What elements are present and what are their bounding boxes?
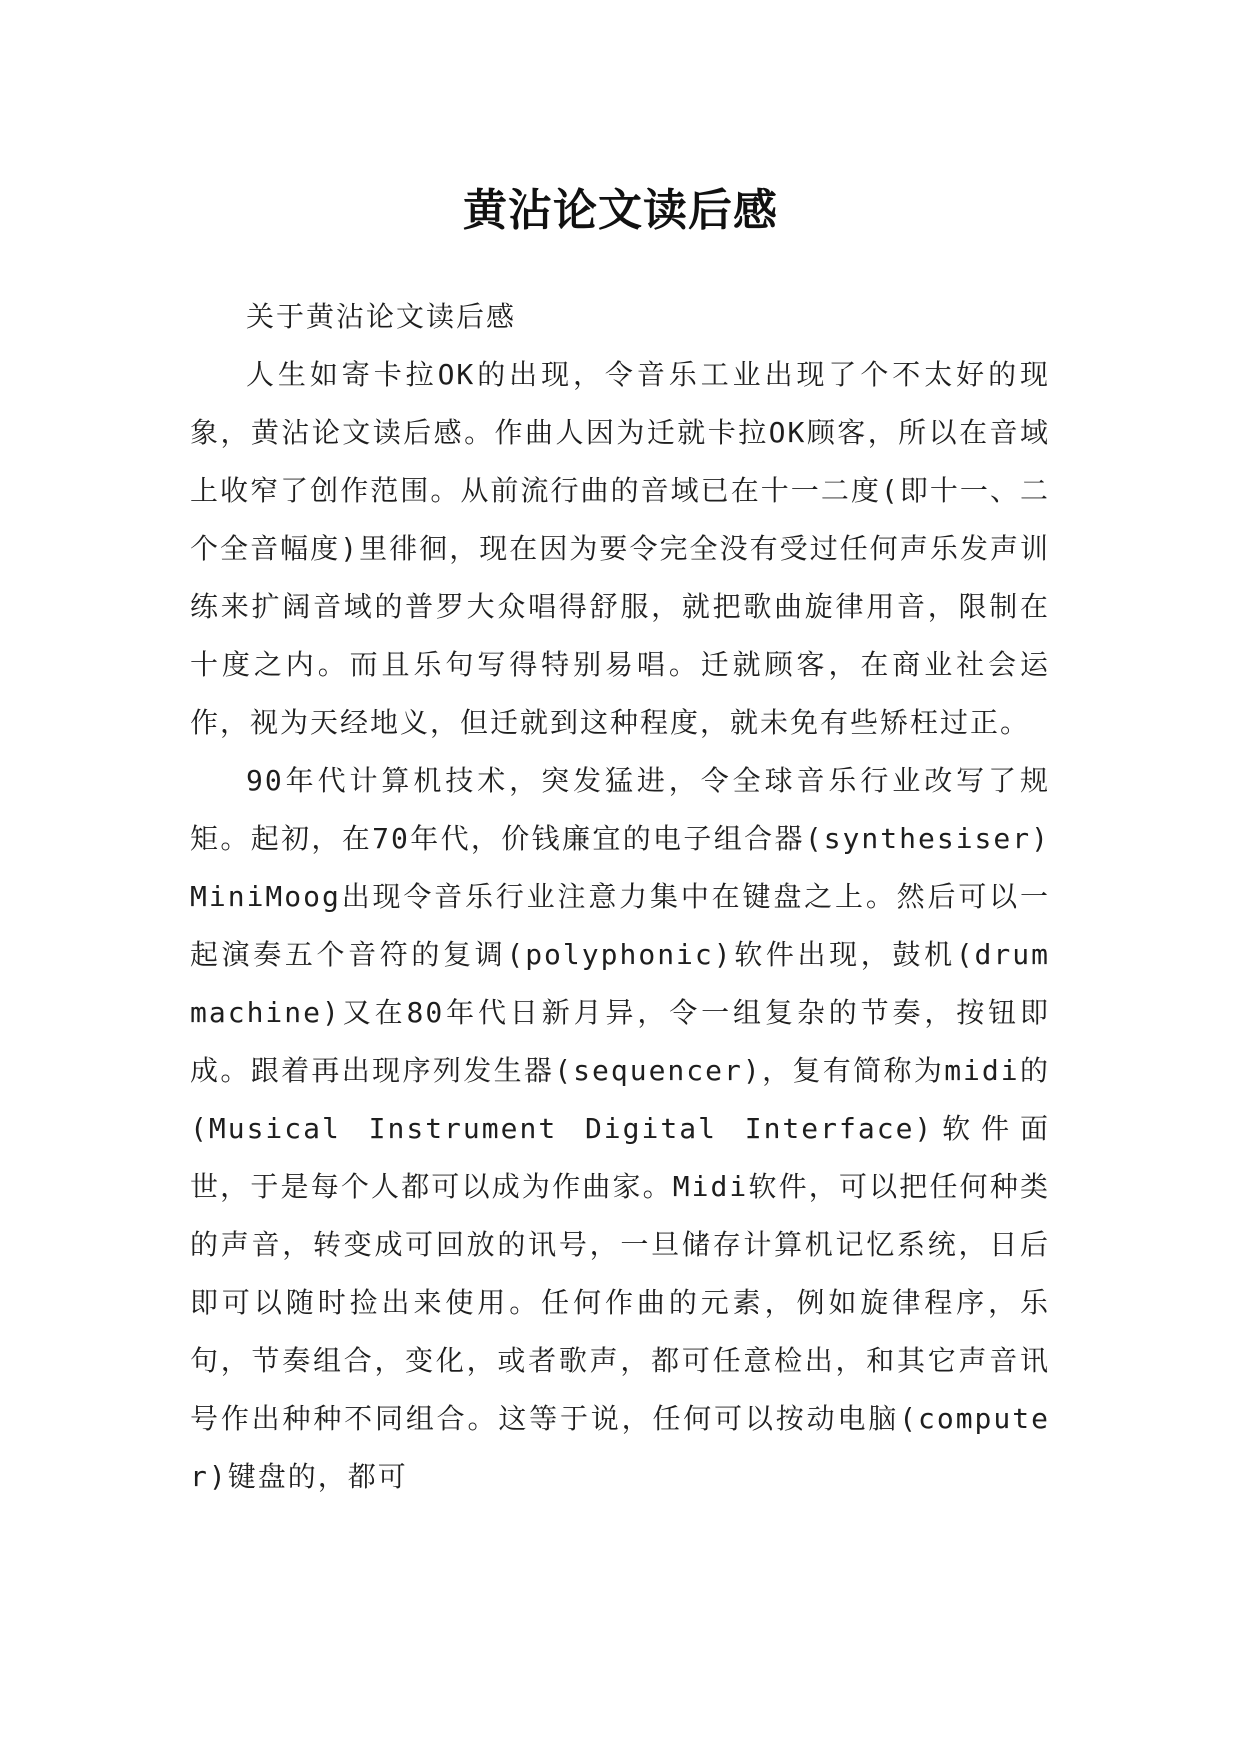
body-paragraph: 人生如寄卡拉OK的出现，令音乐工业出现了个不太好的现象，黄沾论文读后感。作曲人因为迁就卡拉OK顾客，所以在音域上收窄了创作范围。从前流行曲的音域已在十一二度(即十一、二个全音幅度)里徘徊，现在因为要令完全没有受过任何声乐发声训练来扩阔音域的普罗大众唱得舒服，就把歌曲旋律用音，限制在十度之内。而且乐句写得特别易唱。迁就顾客，在商业社会运作，视为天经地义，但迁就到这种程度，就未免有些矫枉过正。 xyxy=(190,358,1050,739)
subtitle-paragraph: 关于黄沾论文读后感 xyxy=(246,300,517,333)
document-body xyxy=(190,288,1050,1506)
body-paragraph: 90年代计算机技术，突发猛进，令全球音乐行业改写了规矩。起初，在70年代，价钱廉宜的电子组合器(synthesiser)MiniMoog出现令音乐行业注意力集中在键盘之上。然后可以一起演奏五个音符的复调(polyphonic)软件出现，鼓机(drum machine)又在80年代日新月异，令一组复杂的节奏，按钮即成。跟着再出现序列发生器(sequencer)，复有简称为midi的(Musical Instrument Digital Interface)软件面世，于是每个人都可以成为作曲家。Midi软件，可以把任何种类的声音，转变成可回放的讯号，一旦储存计算机记忆系统，日后即可以随时捡出来使用。任何作曲的元素，例如旋律程序，乐句，节奏组合，变化，或者歌声，都可任意检出，和其它声音讯号作出种种不同组合。这等于说，任何可以按动电脑(computer)键盘的，都可 xyxy=(190,764,1050,1493)
document-title: 黄沾论文读后感 xyxy=(463,185,778,237)
